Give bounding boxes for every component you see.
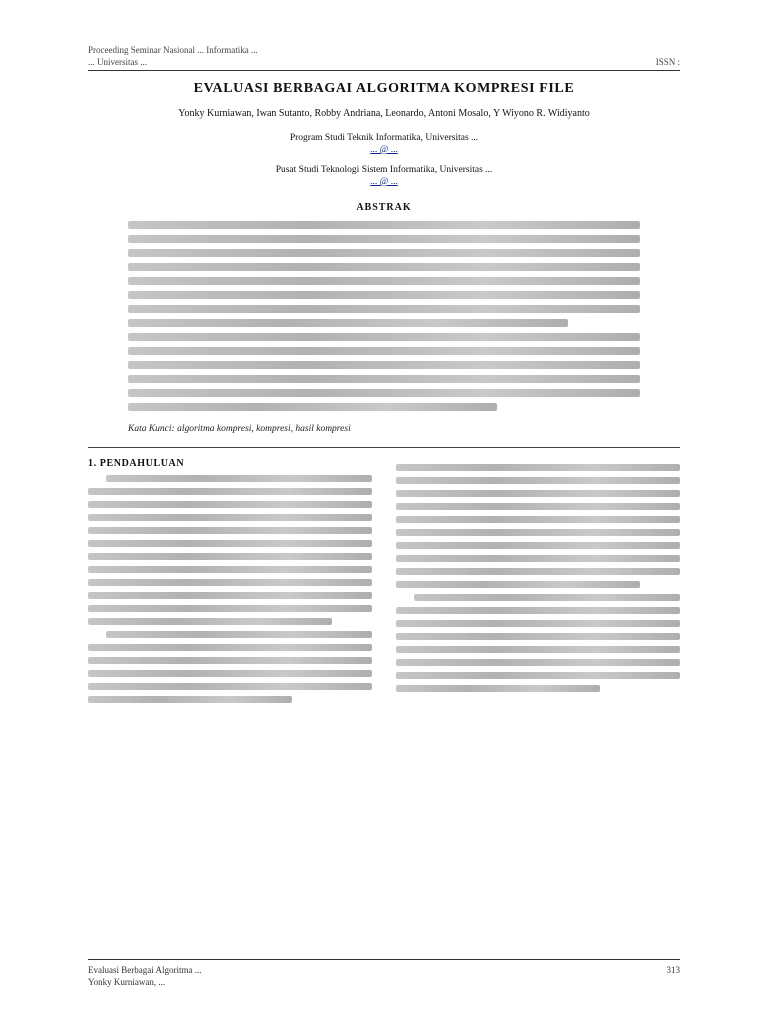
body-text-line [396,581,640,588]
abstract-text-line [128,375,640,383]
body-text-line [106,475,372,482]
section-divider [88,447,680,448]
body-columns [88,458,680,818]
body-text-line [88,657,372,664]
body-text-line [396,490,680,497]
proceedings-header [88,44,680,71]
abstract-text-line [128,389,640,397]
affiliation-2: Pusat Studi Teknologi Sistem Informatika, Universitas ... [275,165,493,175]
abstract-text-line [128,277,640,285]
body-text-line [414,594,680,601]
abstract-text-line [128,249,640,257]
header-divider [88,70,680,71]
body-text-line [88,579,372,586]
abstract-text-line [128,263,640,271]
header-line-1: Proceeding Seminar Nasional ... Informatika ... [88,45,258,55]
body-text-line [88,605,372,612]
body-text-line [88,527,372,534]
abstract-text-line [128,333,640,341]
abstract-text-line [128,347,640,355]
body-text-line [396,685,600,692]
abstract-text-line [128,361,640,369]
abstract-body [128,221,640,411]
affiliation-email-1[interactable]: ... @ ... [370,145,398,155]
body-text-line [88,592,372,599]
body-text-line [396,542,680,549]
right-column [396,458,680,818]
footer-authors: Yonky Kurniawan, ... [88,977,166,987]
body-text-line [396,620,680,627]
header-row [88,56,680,68]
footer-row [88,964,680,988]
affiliation-email-2[interactable]: ... @ ... [370,177,398,187]
body-text-line [88,670,372,677]
body-text-line [88,540,372,547]
body-text-line [396,464,680,471]
page-footer [88,959,680,988]
abstract-text-line [128,235,640,243]
abstract-text-line [128,221,640,229]
body-text-line [88,566,372,573]
body-text-line [396,568,680,575]
abstract-text-line [128,319,568,327]
body-text-line [88,696,292,703]
body-text-line [88,644,372,651]
body-text-line [396,633,680,640]
body-text-line [88,488,372,495]
body-text-line [88,618,332,625]
abstract-text-line [128,291,640,299]
abstract-text-line [128,305,640,313]
left-column [88,458,372,818]
header-issn: ISSN : [655,57,680,67]
section-heading: 1. PENDAHULUAN [88,458,185,469]
header-line-2: ... Universitas ... [88,57,147,67]
body-text-line [88,514,372,521]
body-text-line [396,607,680,614]
body-text-line [396,503,680,510]
affiliation-1: Program Studi Teknik Informatika, Universitas ... [289,133,479,143]
body-text-line [396,672,680,679]
body-text-line [396,659,680,666]
body-text-line [396,516,680,523]
body-text-line [106,631,372,638]
body-text-line [396,555,680,562]
author-list: Yonky Kurniawan, Iwan Sutanto, Robby Andriana, Leonardo, Antoni Mosalo, Y Wiyono R. Widiyanto [178,108,590,119]
footer-divider [88,959,680,960]
body-text-line [396,529,680,536]
body-text-line [396,477,680,484]
body-text-line [396,646,680,653]
body-text-line [88,501,372,508]
paper-title: EVALUASI BERBAGAI ALGORITMA KOMPRESI FILE [193,81,575,96]
abstract-heading: ABSTRAK [356,202,412,213]
body-text-line [88,553,372,560]
page-number: 313 [666,965,680,975]
body-text-line [88,683,372,690]
footer-left [88,964,201,988]
abstract-text-line [128,403,497,411]
footer-title: Evaluasi Berbagai Algoritma ... [88,965,202,975]
keywords: Kata Kunci: algoritma kompresi, kompresi, hasil kompresi [128,424,351,434]
